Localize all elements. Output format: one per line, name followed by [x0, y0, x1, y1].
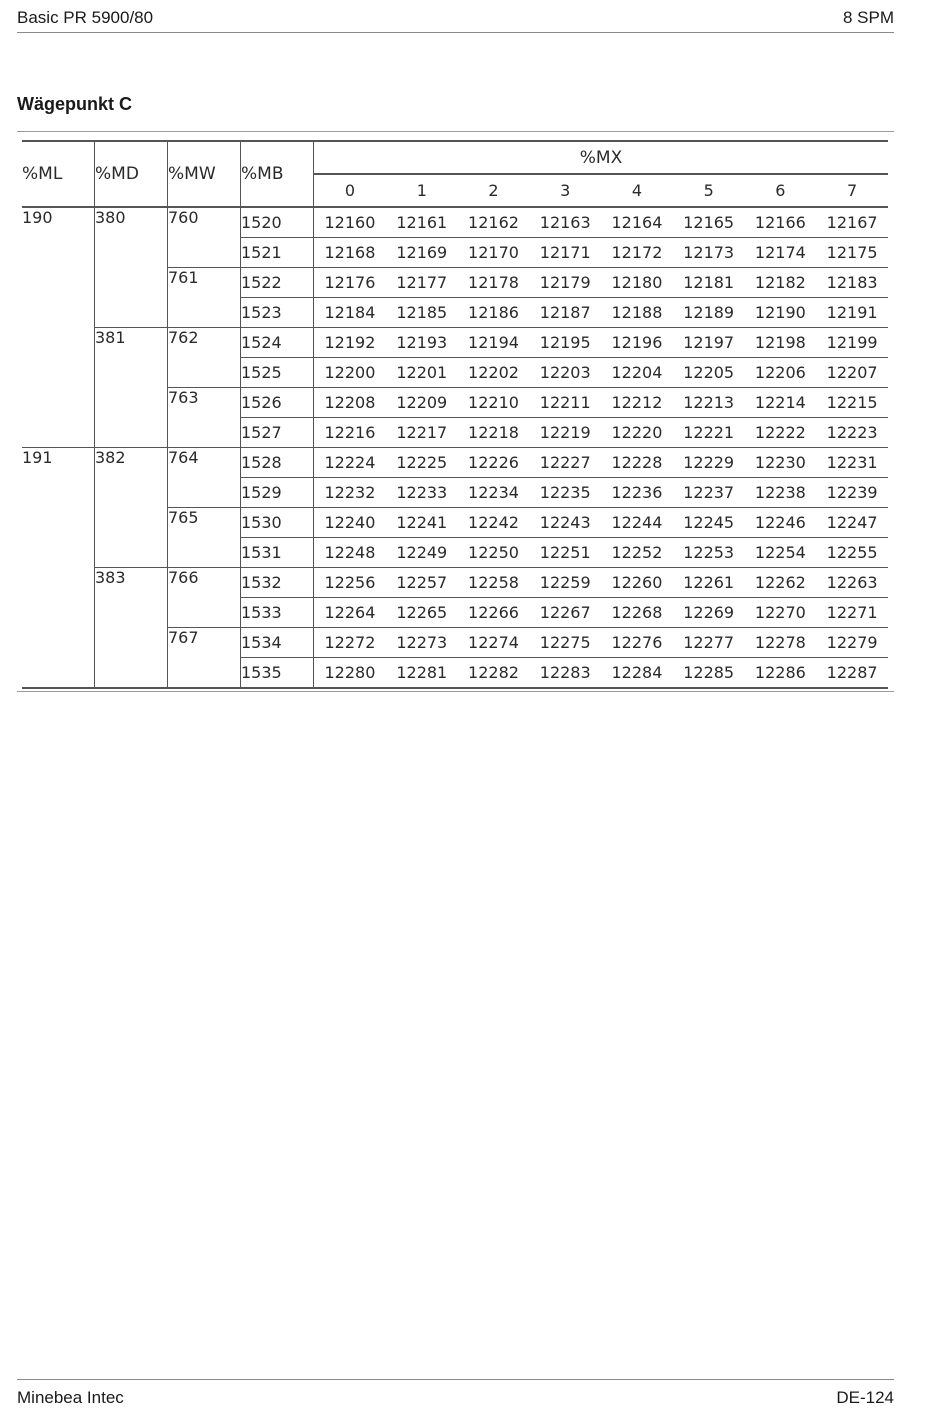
mx-value-cell: 12221 — [673, 418, 745, 448]
mx-value-cell: 12172 — [601, 238, 673, 268]
mx-value-cell: 12191 — [816, 298, 888, 328]
mx-col-header: 1 — [386, 174, 458, 207]
mw-cell: 760 — [168, 207, 241, 268]
mx-value-cell: 12209 — [386, 388, 458, 418]
mx-value-cell: 12188 — [601, 298, 673, 328]
mx-value-cell: 12274 — [458, 628, 530, 658]
mx-value-cell: 12230 — [745, 448, 817, 478]
mx-value-cell: 12207 — [816, 358, 888, 388]
table-body — [22, 207, 888, 688]
mb-cell: 1534 — [241, 628, 314, 658]
mx-col-header: 4 — [601, 174, 673, 207]
md-cell: 382 — [95, 448, 168, 568]
mx-value-cell: 12231 — [816, 448, 888, 478]
mx-value-cell: 12269 — [673, 598, 745, 628]
mx-value-cell: 12173 — [673, 238, 745, 268]
mx-value-cell: 12251 — [529, 538, 601, 568]
mx-value-cell: 12236 — [601, 478, 673, 508]
mx-value-cell: 12163 — [539, 213, 591, 232]
mx-value-cell: 12197 — [673, 328, 745, 358]
table-bottom-rule — [17, 691, 894, 692]
mx-value-cell: 12282 — [458, 658, 530, 689]
mx-value-cell: 12161 — [396, 213, 448, 232]
mb-cell: 1531 — [241, 538, 314, 568]
mx-value-cell: 12186 — [458, 298, 530, 328]
mx-value-cell: 12218 — [458, 418, 530, 448]
document-title: Basic PR 5900/80 — [17, 8, 154, 27]
mx-value-cell: 12284 — [601, 658, 673, 689]
mx-value-cell: 12206 — [745, 358, 817, 388]
mb-cell: 1528 — [241, 448, 314, 478]
mx-value-cell: 12232 — [314, 478, 386, 508]
mx-value-cell: 12211 — [529, 388, 601, 418]
mx-value-cell: 12240 — [314, 508, 386, 538]
mx-value-cell: 12278 — [745, 628, 817, 658]
section-heading: Wägepunkt C — [17, 94, 132, 114]
mx-value-cell: 12238 — [745, 478, 817, 508]
mx-value-cell: 12190 — [745, 298, 817, 328]
mx-value-cell: 12181 — [673, 268, 745, 298]
mx-value-cell: 12196 — [601, 328, 673, 358]
mx-value-cell: 12204 — [601, 358, 673, 388]
mx-value-cell: 12233 — [386, 478, 458, 508]
mx-value-cell: 12241 — [386, 508, 458, 538]
mx-value-cell: 12171 — [529, 238, 601, 268]
mx-col-header: 3 — [529, 174, 601, 207]
mx-col-header: 6 — [745, 174, 817, 207]
ml-cell: 191 — [22, 448, 95, 689]
mx-value-cell: 12225 — [386, 448, 458, 478]
mx-value-cell: 12183 — [816, 268, 888, 298]
mx-value-cell: 12169 — [386, 238, 458, 268]
mb-cell: 1522 — [241, 268, 314, 298]
mw-cell: 764 — [168, 448, 241, 508]
mx-value-cell: 12245 — [673, 508, 745, 538]
mx-value-cell: 12234 — [458, 478, 530, 508]
header-md: %MD — [95, 141, 168, 207]
mx-value-cell: 12215 — [816, 388, 888, 418]
mx-value-cell: 12285 — [673, 658, 745, 689]
mx-value-cell: 12239 — [816, 478, 888, 508]
mx-value-cell: 12167 — [826, 213, 878, 232]
table-top-rule — [17, 131, 894, 132]
weighing-point-table — [22, 140, 888, 689]
mb-cell: 1524 — [241, 328, 314, 358]
table-header-row — [22, 141, 888, 174]
mx-value-cell: 12214 — [745, 388, 817, 418]
mx-value-cell: 12160 — [324, 213, 376, 232]
mx-value-cell: 12263 — [816, 568, 888, 598]
mw-cell: 763 — [168, 388, 241, 448]
mx-value-cell: 12279 — [816, 628, 888, 658]
mx-value-cell: 12271 — [816, 598, 888, 628]
mw-cell: 762 — [168, 328, 241, 388]
mx-value-cell: 12189 — [673, 298, 745, 328]
mx-value-cell: 12198 — [745, 328, 817, 358]
mx-value-cell: 12217 — [386, 418, 458, 448]
table-row — [22, 328, 888, 358]
mx-value-cell: 12244 — [601, 508, 673, 538]
mx-value-cell: 12250 — [458, 538, 530, 568]
mx-value-cell: 12249 — [386, 538, 458, 568]
mx-value-cell: 12248 — [314, 538, 386, 568]
mx-value-cell: 12287 — [816, 658, 888, 689]
mw-cell: 761 — [168, 268, 241, 328]
mx-value-cell: 12257 — [386, 568, 458, 598]
mb-cell: 1530 — [241, 508, 314, 538]
mx-value-cell: 12258 — [458, 568, 530, 598]
header-ml: %ML — [22, 141, 95, 207]
mx-value-cell: 12242 — [458, 508, 530, 538]
mx-value-cell: 12235 — [529, 478, 601, 508]
mx-value-cell: 12222 — [745, 418, 817, 448]
mx-value-cell: 12216 — [314, 418, 386, 448]
mx-value-cell: 12275 — [529, 628, 601, 658]
mx-value-cell: 12208 — [314, 388, 386, 418]
mx-value-cell: 12170 — [458, 238, 530, 268]
mx-col-header: 7 — [816, 174, 888, 207]
mx-value-cell: 12199 — [816, 328, 888, 358]
mx-value-cell: 12226 — [458, 448, 530, 478]
mx-value-cell: 12179 — [529, 268, 601, 298]
page-footer — [17, 1379, 894, 1408]
mx-value-cell: 12177 — [386, 268, 458, 298]
mx-value-cell: 12192 — [314, 328, 386, 358]
mx-value-cell: 12228 — [601, 448, 673, 478]
mx-value-cell: 12210 — [458, 388, 530, 418]
mx-value-cell: 12223 — [816, 418, 888, 448]
mx-value-cell: 12165 — [683, 213, 735, 232]
mx-value-cell: 12286 — [745, 658, 817, 689]
mx-value-cell: 12166 — [754, 213, 806, 232]
mx-value-cell: 12176 — [314, 268, 386, 298]
mx-value-cell: 12212 — [601, 388, 673, 418]
page-number: DE-124 — [836, 1388, 894, 1407]
mx-value-cell: 12255 — [816, 538, 888, 568]
mx-value-cell: 12201 — [386, 358, 458, 388]
mx-value-cell: 12280 — [314, 658, 386, 689]
mx-value-cell: 12184 — [314, 298, 386, 328]
mx-value-cell: 12268 — [601, 598, 673, 628]
mx-value-cell: 12252 — [601, 538, 673, 568]
mx-value-cell: 12178 — [458, 268, 530, 298]
mb-cell: 1521 — [241, 238, 314, 268]
mx-value-cell: 12259 — [529, 568, 601, 598]
mb-cell: 1523 — [241, 298, 314, 328]
mx-value-cell: 12220 — [601, 418, 673, 448]
mx-value-cell: 12254 — [745, 538, 817, 568]
table-row — [22, 448, 888, 478]
mx-value-cell: 12180 — [601, 268, 673, 298]
mb-cell: 1529 — [241, 478, 314, 508]
mw-cell: 766 — [168, 568, 241, 628]
page-header — [17, 4, 894, 33]
mx-col-header: 0 — [314, 174, 386, 207]
md-cell: 380 — [95, 207, 168, 328]
mx-value-cell: 12213 — [673, 388, 745, 418]
header-mw: %MW — [168, 141, 241, 207]
mx-value-cell: 12227 — [529, 448, 601, 478]
mx-value-cell: 12266 — [458, 598, 530, 628]
company-name: Minebea Intec — [17, 1388, 124, 1407]
mx-value-cell: 12272 — [314, 628, 386, 658]
mx-value-cell: 12187 — [529, 298, 601, 328]
mx-value-cell: 12195 — [529, 328, 601, 358]
mx-value-cell: 12224 — [314, 448, 386, 478]
mw-cell: 767 — [168, 628, 241, 689]
mb-cell: 1532 — [241, 568, 314, 598]
mx-value-cell: 12267 — [529, 598, 601, 628]
mb-cell: 1533 — [241, 598, 314, 628]
mx-col-header: 2 — [458, 174, 530, 207]
mx-value-cell: 12247 — [816, 508, 888, 538]
mb-cell: 1535 — [241, 658, 314, 689]
mx-value-cell: 12182 — [745, 268, 817, 298]
mx-value-cell: 12277 — [673, 628, 745, 658]
mx-value-cell: 12273 — [386, 628, 458, 658]
mx-value-cell: 12193 — [386, 328, 458, 358]
mx-value-cell: 12262 — [745, 568, 817, 598]
mx-value-cell: 12205 — [673, 358, 745, 388]
mx-value-cell: 12265 — [386, 598, 458, 628]
mx-value-cell: 12185 — [386, 298, 458, 328]
ml-cell: 190 — [22, 207, 95, 448]
mx-value-cell: 12237 — [673, 478, 745, 508]
mx-value-cell: 12200 — [314, 358, 386, 388]
mb-cell: 1527 — [241, 418, 314, 448]
md-cell: 383 — [95, 568, 168, 689]
mx-value-cell: 12253 — [673, 538, 745, 568]
mx-value-cell: 12256 — [314, 568, 386, 598]
mx-value-cell: 12194 — [458, 328, 530, 358]
table-row — [22, 568, 888, 598]
header-mx: %MX — [314, 141, 889, 174]
mx-value-cell: 12174 — [745, 238, 817, 268]
mx-value-cell: 12260 — [601, 568, 673, 598]
table-row — [22, 207, 888, 238]
mb-cell: 1525 — [241, 358, 314, 388]
mb-cell: 1520 — [241, 207, 314, 238]
mx-value-cell: 12203 — [529, 358, 601, 388]
mx-value-cell: 12229 — [673, 448, 745, 478]
mb-cell: 1526 — [241, 388, 314, 418]
mx-value-cell: 12246 — [745, 508, 817, 538]
mx-value-cell: 12264 — [314, 598, 386, 628]
mx-value-cell: 12175 — [816, 238, 888, 268]
md-cell: 381 — [95, 328, 168, 448]
mx-value-cell: 12164 — [611, 213, 663, 232]
mx-value-cell: 12270 — [745, 598, 817, 628]
mx-value-cell: 12168 — [314, 238, 386, 268]
mx-value-cell: 12243 — [529, 508, 601, 538]
mx-col-header: 5 — [673, 174, 745, 207]
mx-value-cell: 12219 — [529, 418, 601, 448]
mx-value-cell: 12276 — [601, 628, 673, 658]
mx-value-cell: 12202 — [458, 358, 530, 388]
mx-value-cell: 12162 — [468, 213, 519, 232]
header-mb: %MB — [241, 141, 314, 207]
mx-value-cell: 12281 — [386, 658, 458, 689]
mx-value-cell: 12261 — [673, 568, 745, 598]
mx-value-cell: 12283 — [529, 658, 601, 689]
mw-cell: 765 — [168, 508, 241, 568]
section-code: 8 SPM — [842, 8, 894, 27]
